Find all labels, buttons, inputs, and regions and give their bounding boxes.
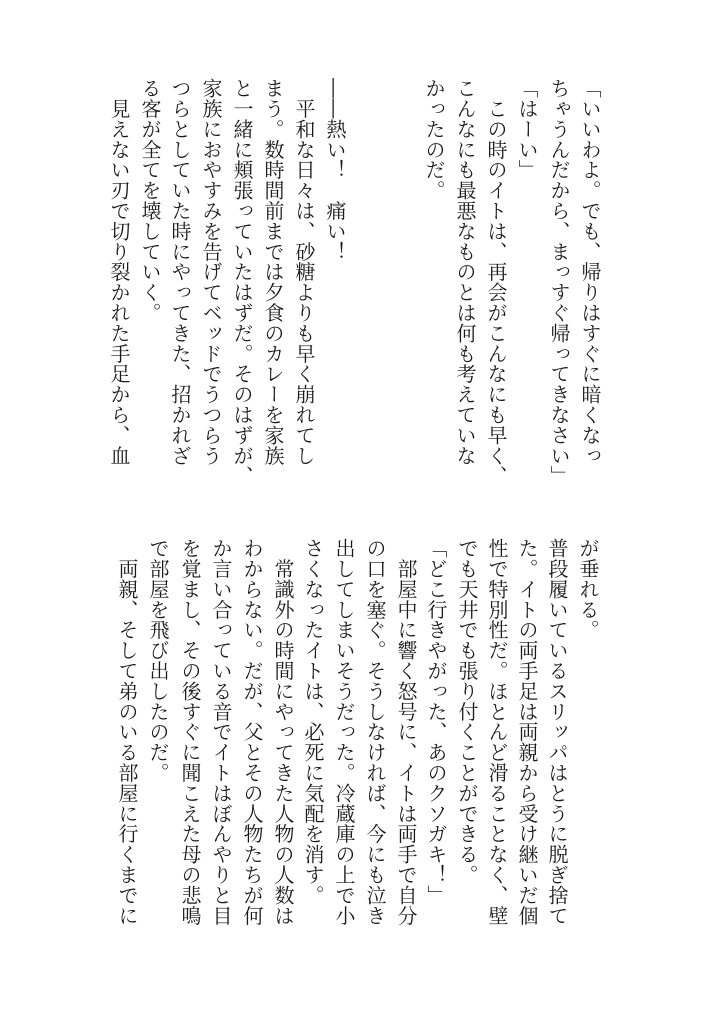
text-column: さくなったイトは、必死に気配を消す。 — [301, 538, 325, 906]
text-column: を覚まし、その後すぐに聞こえた母の悲鳴 — [178, 538, 202, 926]
text-column: 普段履いているスリッパはとうに脱ぎ捨て — [545, 538, 569, 926]
text-column: かったのだ。 — [422, 78, 446, 201]
text-column: 平和な日々は、砂糖よりも早く崩れてし — [292, 78, 316, 466]
text-column: わからない。だが、父とその人物たちが何 — [240, 538, 264, 926]
text-column: 「いいわよ。でも、帰りはすぐに暗くなっ — [578, 78, 602, 466]
text-column: 「はーい」 — [515, 78, 539, 180]
text-column: 部屋中に響く怒号に、イトは両手で自分 — [394, 538, 418, 926]
text-column: 見えない刃で切り裂かれた手足から、血 — [107, 78, 131, 466]
text-column: の口を塞ぐ。そうしなければ、今にも泣き — [363, 538, 387, 926]
text-column: でも天井でも張り付くことができる。 — [455, 538, 479, 885]
text-column: ――熱い！ 痛い！ — [323, 78, 347, 262]
text-column: 両親、そして弟のいる部屋に行くまでに — [115, 538, 139, 926]
text-column: まう。数時間前までは夕食のカレーを家族 — [261, 78, 285, 466]
text-column: ちゃうんだから、まっすぐ帰ってきなさい」 — [547, 78, 571, 486]
text-column: る客が全てを壊していく。 — [138, 78, 162, 323]
text-column: 常識外の時間にやってきた人物の人数は — [271, 538, 295, 926]
text-column: と一緒に頬張っていたはずだ。そのはずが、 — [230, 78, 254, 486]
text-column: で部屋を飛び出したのだ。 — [146, 538, 170, 783]
text-column: か言い合っている音でイトはぼんやりと目 — [209, 538, 233, 926]
text-column: 「どこ行きやがった、あのクソガキ！」 — [424, 538, 448, 906]
text-column: この時のイトは、再会がこんなにも早く、 — [484, 78, 508, 486]
text-column: が垂れる。 — [576, 538, 600, 640]
text-column: つらとしていた時にやってきた、招かれざ — [168, 78, 192, 466]
text-column: 出してしまいそうだった。冷蔵庫の上で小 — [332, 538, 356, 926]
text-column: こんなにも最悪なものとは何も考えていな — [453, 78, 477, 466]
text-column: 家族におやすみを告げてベッドでうつらう — [199, 78, 223, 466]
text-column: 性で特別性だ。ほとんど滑ることなく、壁 — [485, 538, 509, 926]
text-column: た。イトの両手足は両親から受け継いだ個 — [515, 538, 539, 926]
